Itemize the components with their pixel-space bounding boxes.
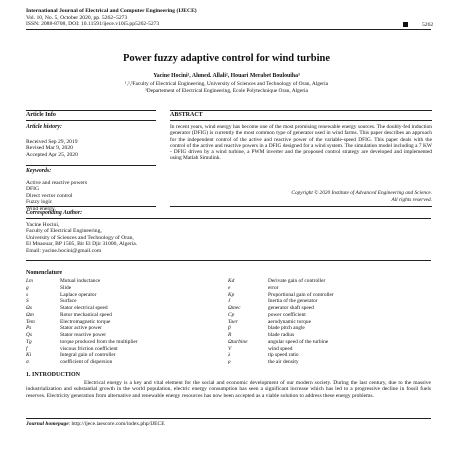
- nomenclature-left: [26, 278, 220, 366]
- nomenclature-symbol: ρ: [228, 359, 231, 365]
- abstract-heading: ABSTRACT: [170, 112, 203, 118]
- nomenclature-heading: Nomenclature: [26, 270, 63, 276]
- nomenclature-symbol: Ps: [26, 325, 32, 332]
- nomenclature-description: angular speed of the turbine: [268, 338, 329, 345]
- nomenclature-symbol: Kd: [228, 278, 235, 284]
- nomenclature-row: [228, 292, 428, 299]
- footer-rule: [26, 418, 431, 419]
- paper-title: Power fuzzy adaptive control for wind turbine: [122, 53, 331, 64]
- journal-volume: Vol. 10, No. 5, October 2020, pp. 5262~5273: [26, 14, 128, 21]
- corresponding-address: El Mnaouar, BP 1505, Bir El Djir 31000, Algeria.: [26, 241, 138, 248]
- nomenclature-row: [228, 339, 428, 346]
- nomenclature-symbol: R: [228, 332, 232, 338]
- nomenclature-symbol: Tg: [26, 338, 32, 345]
- nomenclature-row: [26, 359, 220, 366]
- nomenclature-row: [26, 278, 220, 285]
- nomenclature-symbol: Ki: [26, 352, 32, 359]
- nomenclature-row: [26, 292, 220, 299]
- nomenclature-symbol: Ωs: [26, 305, 32, 311]
- nomenclature-description: Stator reactive power: [60, 332, 107, 338]
- nomenclature-description: wind speed: [268, 345, 293, 352]
- square-icon: [403, 22, 408, 27]
- nomenclature-description: Electromagnetic torque: [60, 318, 111, 325]
- nomenclature-symbol: σ: [26, 359, 29, 365]
- abstract-text: In recent years, wind energy has become one of the most promising renewable energy sources. The doubly-fed induction generator (DFIG) is currently the most common type of generator used in wind farms. This paper describes an approach for the independent control of the active and reactive power of the variable-speed DFIG. This paper deals with the control of the active and reactive powers in a DFIG designed for a wind system. The simulation model including a 7 KW - DFIG driven by a wind turbine, a PWM inverter and the proposed control strategy are developed and implemented using Matlab Simulink.: [170, 124, 432, 162]
- nomenclature-description: Rotor mechanical speed: [60, 311, 112, 318]
- copyright-line: Copyright © 2020 Institute of Advanced Engineering and Science.: [291, 190, 432, 196]
- nomenclature-row: [228, 325, 428, 332]
- nomenclature-row: [228, 312, 428, 319]
- keyword-item: Wind energy: [26, 205, 55, 212]
- nomenclature-description: coefficient of dispersion: [60, 359, 113, 365]
- affiliation-2: ³Departement of Electrical Engineering, Ecole Polytechnique Oran, Algeria: [145, 88, 308, 94]
- nomenclature-description: Mutual inductance: [60, 278, 101, 284]
- nomenclature-description: error: [268, 284, 279, 291]
- corresponding-name: Yacine Hocini,: [26, 222, 60, 228]
- keyword-item: DFIG: [26, 186, 40, 193]
- nomenclature-symbol: Tem: [26, 318, 35, 325]
- keyword-item: Active and reactive powers: [26, 180, 88, 186]
- nomenclature-symbol: s: [26, 291, 29, 298]
- nomenclature-symbol: f: [26, 345, 28, 352]
- corresponding-email: Email: yacine.hocini@gmail.com: [26, 247, 102, 254]
- nomenclature-row: [26, 352, 220, 359]
- corresponding-bottom-rule: [26, 260, 431, 261]
- journal-name: International Journal of Electrical and Computer Engineering (IJECE): [26, 8, 197, 14]
- nomenclature-symbol: J: [228, 298, 231, 305]
- nomenclature-symbol: β: [228, 325, 231, 332]
- nomenclature-symbol: Qs: [26, 332, 32, 338]
- journal-footer: [26, 421, 165, 427]
- nomenclature-symbol: S: [26, 298, 29, 305]
- abstract-sub-rule: [170, 120, 432, 121]
- nomenclature-description: Surface: [60, 298, 77, 305]
- rights-line: All rights reserved.: [391, 197, 432, 203]
- nomenclature-row: [228, 298, 428, 305]
- corresponding-faculty: Faculty of Electrical Engineering,: [26, 228, 102, 235]
- corresponding-label: Corresponding Author:: [26, 210, 83, 216]
- history-revised: Revised Mar 9, 2020: [26, 145, 73, 152]
- info-sub-rule: [26, 120, 156, 121]
- header-rule: [26, 29, 431, 30]
- keyword-list: [26, 180, 87, 212]
- nomenclature-description: Proportional gain of controller: [268, 291, 334, 298]
- keywords-label: Keywords:: [26, 168, 52, 174]
- nomenclature-row: [26, 312, 220, 319]
- nomenclature-description: the air density: [268, 359, 299, 365]
- affiliation-1: ¹,²,³Faculty of Electrical Engineering, University of Sciences and Technology of Oran, Algeria: [124, 81, 328, 87]
- page-number: 5262: [422, 22, 434, 28]
- nomenclature-description: blade radius: [268, 332, 295, 338]
- corresponding-details: [26, 222, 137, 254]
- nomenclature-symbol: λ: [228, 352, 231, 359]
- nomenclature-description: power coefficient: [268, 311, 306, 318]
- corresponding-rule: [26, 218, 431, 219]
- history-accepted: Accepted Apr 25, 2020: [26, 151, 78, 158]
- history-received: Received Sep 29, 2019: [26, 139, 78, 145]
- abstract-bottom-rule: [170, 206, 432, 207]
- page-number-box: [403, 22, 433, 28]
- history-label: Article history:: [26, 124, 62, 130]
- abstract-top-rule: [170, 110, 432, 111]
- journal-header: [26, 8, 197, 28]
- nomenclature-row: [228, 332, 428, 339]
- nomenclature-description: Integral gain of controller: [60, 352, 116, 359]
- journal-issn: ISSN: 2088-8708, DOI: 10.11591/ijece.v10i5.pp5262-5273: [26, 21, 160, 28]
- nomenclature-symbol: Ωmec: [228, 305, 241, 311]
- keyword-item: Direct vector control: [26, 192, 73, 199]
- nomenclature-symbol: Ωm: [26, 311, 34, 318]
- nomenclature-description: Derivate gain of controller: [268, 278, 326, 284]
- nomenclature-description: Inertia of the generator: [268, 298, 318, 305]
- nomenclature-right: [228, 278, 428, 366]
- nomenclature-description: generator shaft speed: [268, 305, 314, 311]
- history-rule: [26, 165, 156, 166]
- nomenclature-row: [26, 319, 220, 326]
- nomenclature-row: [26, 332, 220, 339]
- nomenclature-row: [228, 359, 428, 366]
- info-top-rule: [26, 110, 156, 111]
- nomenclature-symbol: Cp: [228, 311, 235, 318]
- article-info-heading: Article Info: [26, 112, 56, 118]
- nomenclature-symbol: g: [26, 284, 29, 291]
- nomenclature-row: [26, 346, 220, 353]
- introduction-text: Electrical energy is a key and vital element for the social and economic development of our modern society. During the last century, due to the massive industrialization and substantial growth in the world population, electric energy consumption has seen a significant increase which has led to a progressive decline in fossil fuels reserves. Electricity generation from alternative and renewable energy resources has now been accepted as a viable solution to address these energy problems.: [26, 380, 431, 399]
- nomenclature-row: [228, 305, 428, 312]
- nomenclature-row: [228, 346, 428, 353]
- history-list: [26, 139, 78, 158]
- nomenclature-description: Slide: [60, 284, 72, 291]
- nomenclature-row: [26, 285, 220, 292]
- nomenclature-row: [228, 285, 428, 292]
- nomenclature-description: torque produced from the multiplier: [60, 338, 138, 345]
- nomenclature-description: Stator active power: [60, 325, 102, 332]
- corresponding-university: University of Sciences and Technology of Oran,: [26, 234, 134, 241]
- keyword-item: Fuzzy logic: [26, 199, 53, 206]
- nomenclature-symbol: Lm: [26, 278, 33, 284]
- introduction-body: [26, 380, 431, 399]
- nomenclature-row: [228, 352, 428, 359]
- nomenclature-symbol: Taer: [228, 318, 238, 325]
- nomenclature-row: [26, 305, 220, 312]
- nomenclature-description: viscous friction coefficient: [60, 345, 118, 352]
- author-list: Yacine Hocini¹, Ahmed. Allali², Houari Merabet Boulouiha³: [153, 73, 300, 79]
- nomenclature-row: [26, 339, 220, 346]
- nomenclature-description: Stator electrical speed: [60, 305, 108, 311]
- nomenclature-row: [228, 319, 428, 326]
- nomenclature-row: [26, 325, 220, 332]
- homepage-url[interactable]: : http://ijece.iaescore.com/index.php/IJECE: [68, 421, 165, 427]
- nomenclature-row: [228, 278, 428, 285]
- nomenclature-symbol: Ωturbine: [228, 338, 248, 345]
- introduction-heading: 1. INTRODUCTION: [26, 372, 81, 378]
- nomenclature-description: blade pitch angle: [268, 325, 305, 332]
- homepage-label: Journal homepage: [26, 421, 69, 427]
- nomenclature-row: [26, 298, 220, 305]
- nomenclature-description: tip speed ratio: [268, 352, 299, 359]
- nomenclature-symbol: Kp: [228, 291, 235, 298]
- nomenclature-symbol: V: [228, 345, 232, 352]
- nomenclature-description: aerodynamic torque: [268, 318, 311, 325]
- info-bottom-rule: [26, 206, 156, 207]
- nomenclature-description: Laplace operator: [60, 291, 97, 298]
- nomenclature-symbol: e: [228, 284, 231, 291]
